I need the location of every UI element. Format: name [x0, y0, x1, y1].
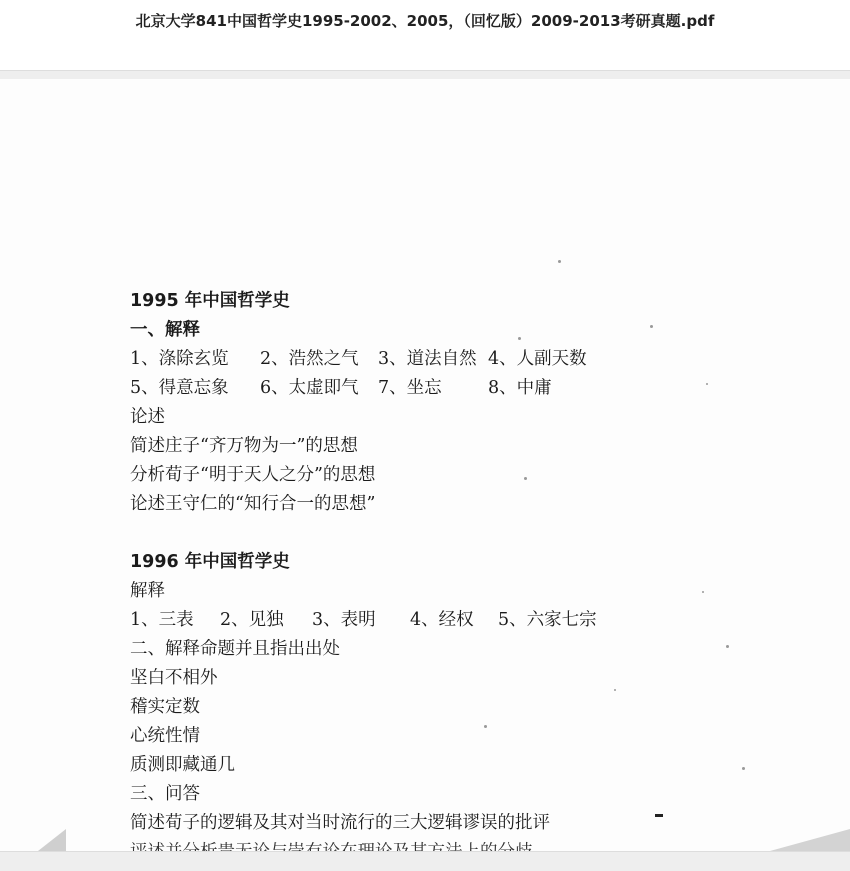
proposition: 质测即藏通几: [130, 755, 235, 775]
scan-speck: [614, 689, 616, 691]
question: 论述王守仁的“知行合一的思想”: [130, 494, 376, 514]
terms-row-1996: [130, 606, 690, 635]
term: 3、表明: [312, 610, 376, 630]
scan-speck: [518, 337, 521, 340]
scan-speck: [702, 591, 704, 593]
proposition: 心统性情: [130, 726, 200, 746]
qa-question: 简述荀子的逻辑及其对当时流行的三大逻辑谬误的批评: [130, 813, 550, 833]
scan-mark: [655, 814, 663, 817]
title-bar: [0, 0, 850, 70]
terms-row-2: [130, 374, 690, 403]
question: 分析荀子“明于天人之分”的思想: [130, 465, 376, 485]
term: 4、经权: [410, 610, 474, 630]
section-qa: 三、问答: [130, 784, 200, 804]
term: 1、三表: [130, 610, 194, 630]
section-explain-1995: 一、解释: [130, 320, 200, 340]
term: 7、坐忘: [378, 378, 442, 398]
section-discuss-1995: 论述: [130, 407, 165, 427]
term: 5、得意忘象: [130, 378, 229, 398]
document-title: 北京大学841中国哲学史1995-2002、2005，（回忆版）2009-2013考研真题.pdf: [135, 12, 715, 30]
term: 6、太虚即气: [260, 378, 359, 398]
page-fold-shadow: [38, 829, 66, 851]
heading-1996: 1996 年中国哲学史: [130, 552, 290, 572]
page-fold-shadow: [770, 829, 850, 851]
scan-speck: [558, 260, 561, 263]
question: 简述庄子“齐万物为一”的思想: [130, 436, 358, 456]
heading-1995: 1995 年中国哲学史: [130, 291, 290, 311]
scan-speck: [726, 645, 729, 648]
term: 3、道法自然: [378, 349, 477, 369]
scan-speck: [706, 383, 708, 385]
proposition: 稽实定数: [130, 697, 200, 717]
term: 4、人副天数: [488, 349, 587, 369]
term: 8、中庸: [488, 378, 552, 398]
scan-speck: [650, 325, 653, 328]
term: 5、六家七宗: [498, 610, 597, 630]
scan-speck: [484, 725, 487, 728]
toolbar-separator: [0, 70, 850, 79]
terms-row-1: [130, 345, 690, 374]
section-propositions: 二、解释命题并且指出出处: [130, 639, 340, 659]
scan-speck: [742, 767, 745, 770]
term: 2、浩然之气: [260, 349, 359, 369]
term: 1、涤除玄览: [130, 349, 229, 369]
pdf-viewer[interactable]: [0, 79, 850, 851]
scanned-text: [130, 287, 690, 858]
pdf-page: [0, 79, 850, 851]
section-explain-1996: 解释: [130, 581, 165, 601]
bottom-bar: [0, 851, 850, 871]
scan-speck: [524, 477, 527, 480]
term: 2、见独: [220, 610, 284, 630]
proposition: 坚白不相外: [130, 668, 218, 688]
